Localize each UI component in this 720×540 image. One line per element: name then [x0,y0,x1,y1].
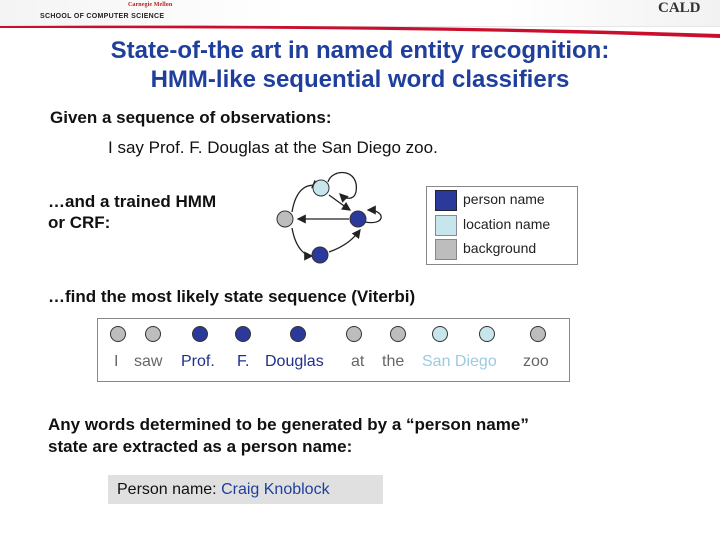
viterbi-heading: …find the most likely state sequence (Viterbi) [48,287,416,306]
school-name: SCHOOL OF COMPUTER SCIENCE [40,13,165,20]
slide-title [0,36,720,94]
seq-word-saw: saw [134,353,163,370]
extraction-result [117,481,330,499]
state-dot-douglas [290,326,306,342]
legend-person-label: person name [463,191,545,207]
state-dot-the [390,326,406,342]
result-value: Craig Knoblock [221,481,330,498]
state-dot-prof [192,326,208,342]
transition-arrows [292,173,381,256]
intro-text: Given a sequence of observations: [50,108,332,127]
state-dot-san [432,326,448,342]
university-name: Carnegie Mellon [128,2,173,8]
trained-model-text [48,191,216,233]
state-dot-saw [145,326,161,342]
state-sequence-box [97,318,570,382]
person-swatch [435,190,457,211]
state-dot-at [346,326,362,342]
state-dot-f [235,326,251,342]
state-legend [426,186,578,265]
seq-word-at: at [351,353,365,370]
seq-word-zoo: zoo [523,353,549,370]
state-dot-zoo [530,326,546,342]
trained-line-1: …and a trained HMM [48,192,217,211]
state-dot-i [110,326,126,342]
title-line-2: HMM-like sequential word classifiers [150,66,570,93]
legend-location-label: location name [463,216,551,232]
seq-word-i: I [114,353,119,370]
example-sentence: I say Prof. F. Douglas at the San Diego zoo. [108,138,438,157]
conclusion-text [48,414,529,458]
seq-word-prof: Prof. [181,353,215,370]
conclusion-line-2: state are extracted as a person name: [48,437,353,456]
conclusion-line-1: Any words determined to be generated by a “person name” [48,415,529,434]
location-swatch [435,215,457,236]
cald-logo: CALD [658,0,701,16]
location-state-node [313,180,329,196]
legend-background-label: background [463,240,537,256]
person-state-node-right [350,211,366,227]
seq-word-the: the [382,353,405,370]
result-label: Person name: [117,481,217,498]
background-state-node [277,211,293,227]
seq-word-f: F. [237,353,250,370]
seq-word-san-diego: San Diego [422,353,497,370]
state-dot-diego [479,326,495,342]
background-swatch [435,239,457,260]
seq-word-douglas: Douglas [265,353,324,370]
hmm-state-diagram [270,170,390,270]
title-line-1: State-of-the art in named entity recognition: [110,37,610,64]
trained-line-2: or CRF: [48,213,111,232]
person-state-node-bottom [312,247,328,263]
